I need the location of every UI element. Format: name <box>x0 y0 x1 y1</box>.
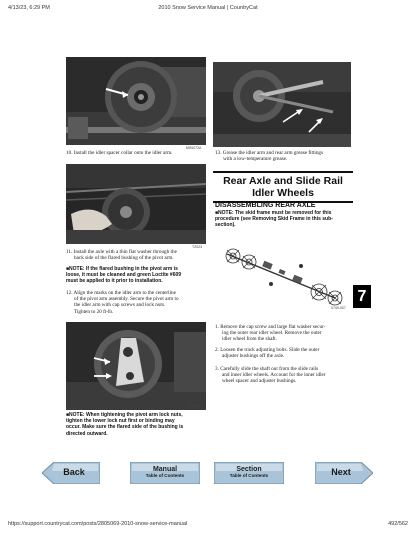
step-3-line-3: wheel spacer and adjuster bushings. <box>222 378 297 385</box>
step-2 <box>215 347 319 359</box>
manual-button-sublabel: Table of Contents <box>145 473 185 478</box>
step-12-line-3: the idler arm with cap screws and lock nuts. <box>74 302 166 309</box>
print-footer <box>8 521 408 531</box>
next-button[interactable] <box>315 462 373 484</box>
note-3-line-2: procedure (see Removing Skid Frame in this sub- <box>215 216 333 223</box>
section-title-line-1: Rear Axle and Slide Rail <box>223 175 343 187</box>
note-flared-bushing <box>66 266 181 285</box>
note-2-line-3: occur. Make sure the flared side of the bushing is <box>66 424 184 431</box>
diagram-code: 0740-007 <box>331 306 346 310</box>
step-10: 10. Install the idler spacer collar onto the idler arm. <box>66 150 173 156</box>
next-button-label: Next <box>331 467 351 477</box>
note-2-line-4: directed outward. <box>66 430 108 437</box>
section-title <box>213 173 353 201</box>
step-11 <box>66 249 177 261</box>
photo-pivot-arm <box>66 322 206 410</box>
back-button-label: Back <box>63 467 85 477</box>
note-skid-frame <box>215 210 333 229</box>
section-button-sublabel: Table of Contents <box>229 473 269 478</box>
step-12-line-4: Tighten to 20 ft-lb. <box>74 308 114 315</box>
step-12-line-1: 12. Align the marks on the idler arm to the centerline <box>66 290 176 296</box>
manual-toc-button[interactable] <box>130 462 200 484</box>
print-page-count: 492/562 <box>388 521 408 527</box>
step-13 <box>215 150 323 162</box>
step-2-line-2: adjuster bushings off the axle. <box>222 353 285 360</box>
step-12-line-2: of the pivot arm assembly. Secure the pivot arm to <box>74 296 179 303</box>
step-13-line-2: with a low-temperature grease. <box>223 156 288 163</box>
step-3 <box>215 366 326 385</box>
step-3-line-1: 3. Carefully slide the shaft out from the slide rails <box>215 366 319 372</box>
note-1-line-1: ■NOTE: If the flared bushing in the pivot arm is <box>66 266 178 272</box>
print-page-title: 2010 Snow Service Manual | CountryCat <box>158 5 258 11</box>
step-1 <box>215 324 325 343</box>
note-3-line-1: ■NOTE: The skid frame must be removed for this <box>215 210 332 216</box>
note-2-line-1: ■NOTE: When tightening the pivot arm lock nuts, <box>66 412 183 418</box>
step-11-line-1: 11. Install the axle with a thin flat washer through the <box>66 249 177 255</box>
step-11-line-2: back side of the flared bushing of the pivot arm. <box>74 255 174 262</box>
section-toc-button[interactable] <box>214 462 284 484</box>
step-3-line-2: and inner idler wheels. Account for the inner idler <box>222 372 326 379</box>
step-1-line-1: 1. Remove the cap screw and large flat washer secur- <box>215 324 326 330</box>
photo-idler-spacer <box>66 57 206 145</box>
step-1-line-3: idler wheel from the shaft. <box>222 336 277 343</box>
section-button-label: Section <box>236 466 262 473</box>
manual-button-label: Manual <box>152 466 178 473</box>
step-2-line-1: 2. Loosen the track adjusting bolts. Slide the outer <box>215 347 320 353</box>
photo-code-2: TZ023 <box>192 245 203 249</box>
photo-code-3: TZ004B <box>188 404 201 408</box>
photo-code-1: MS0072A <box>186 146 202 150</box>
step-13-line-1: 13. Grease the idler arm and rear arm grease fittings <box>215 150 324 156</box>
step-12 <box>66 290 179 315</box>
step-1-line-2: ing the outer rear idler wheel. Remove the outer <box>222 330 322 337</box>
note-1-line-2: loose, it must be cleaned and green Loctite #609 <box>66 272 182 279</box>
note-3-line-3: section). <box>215 222 236 229</box>
chapter-tab: 7 <box>353 285 371 308</box>
section-title-block <box>213 171 353 203</box>
print-header <box>8 5 408 15</box>
photo-install-axle <box>66 164 206 244</box>
photo-code-4: TZ004C <box>333 143 346 147</box>
print-url: https://support.countrycat.com/posts/2805069-2010-snow-service-manual <box>8 521 188 527</box>
note-2-line-2: tighten the lower lock nut first or binding may <box>66 418 175 425</box>
note-1-line-3: must be applied to it prior to installation. <box>66 278 163 285</box>
print-datetime: 4/13/23, 6:29 PM <box>8 5 50 11</box>
note-lock-nuts <box>66 412 183 437</box>
section-title-line-2: Idler Wheels <box>252 186 314 199</box>
subheading-disassembling: DISASSEMBLING REAR AXLE <box>215 202 316 209</box>
exploded-axle-diagram <box>215 236 351 310</box>
photo-grease-fittings <box>213 62 351 147</box>
back-button[interactable] <box>42 462 100 484</box>
